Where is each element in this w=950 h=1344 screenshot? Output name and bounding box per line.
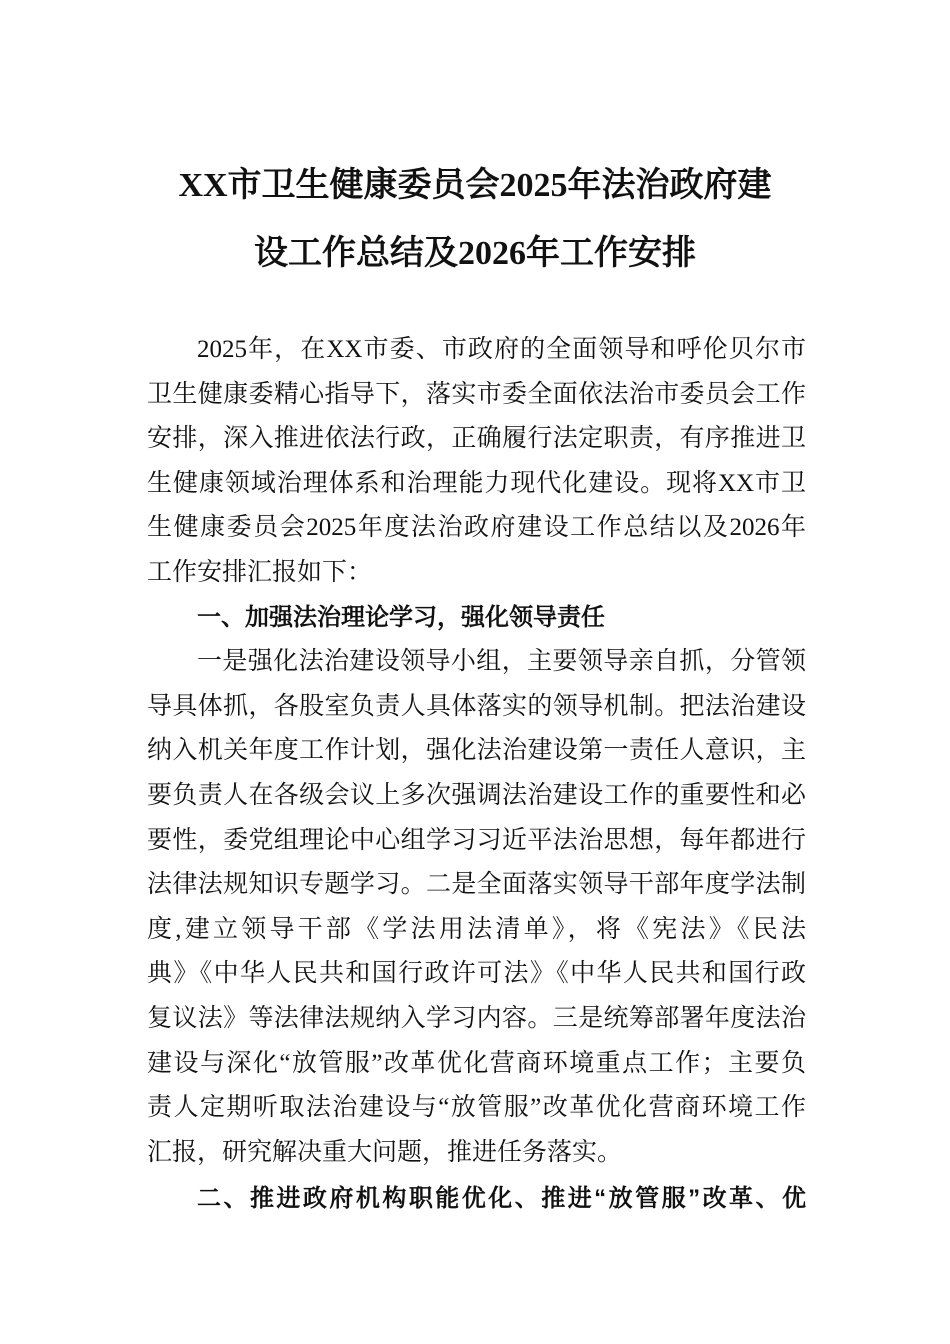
paragraph-line: 导具体抓，各股室负责人具体落实的领导机制。把法治建设 xyxy=(147,692,806,720)
paragraph-line: 法律法规知识专题学习。二是全面落实领导干部年度学法制 xyxy=(147,871,806,899)
paragraph-line: 建设与深化“放管服”改革优化营商环境重点工作；主要负 xyxy=(147,1049,806,1077)
paragraph-line: 典》《中华人民共和国行政许可法》《中华人民共和国行政 xyxy=(147,960,806,988)
document-body xyxy=(147,328,806,1222)
paragraph-line: 汇报，研究解决重大问题，推进任务落实。 xyxy=(147,1138,623,1166)
paragraph-line: 责人定期听取法治建设与“放管服”改革优化营商环境工作 xyxy=(147,1094,806,1122)
paragraph-line: 要负责人在各级会议上多次强调法治建设工作的重要性和必 xyxy=(147,781,806,809)
title-line-1: XX市卫生健康委员会2025年法治政府建 xyxy=(178,167,772,204)
paragraph-line: 要性，委党组理论中心组学习习近平法治思想，每年都进行 xyxy=(147,826,806,854)
paragraph-line: 生健康委员会2025年度法治政府建设工作总结以及2026年 xyxy=(147,514,806,542)
paragraph-line: 安排，深入推进依法行政，正确履行法定职责，有序推进卫 xyxy=(147,425,806,453)
paragraph-line: 工作安排汇报如下： xyxy=(147,558,373,586)
paragraph-line: 卫生健康委精心指导下，落实市委全面依法治市委员会工作 xyxy=(147,380,806,408)
paragraph-line: 生健康领域治理体系和治理能力现代化建设。现将XX市卫 xyxy=(147,469,806,497)
paragraph-line: 2025年，在XX市委、市政府的全面领导和呼伦贝尔市 xyxy=(197,336,806,363)
title-line-2: 设工作总结及2026年工作安排 xyxy=(254,235,696,272)
paragraph-line: 纳入机关年度工作计划，强化法治建设第一责任人意识，主 xyxy=(147,737,806,765)
paragraph-line: 度,建立领导干部《学法用法清单》，将《宪法》《民法 xyxy=(147,915,806,943)
paragraph-line: 复议法》等法律法规纳入学习内容。三是统筹部署年度法治 xyxy=(147,1004,806,1032)
section-heading-2: 二、推进政府机构职能优化、推进“放管服”改革、优 xyxy=(197,1185,806,1213)
section-heading-1: 一、加强法治理论学习，强化领导责任 xyxy=(197,603,605,631)
paragraph-line: 一是强化法治建设领导小组，主要领导亲自抓，分管领 xyxy=(197,648,806,676)
document-title xyxy=(150,152,800,288)
